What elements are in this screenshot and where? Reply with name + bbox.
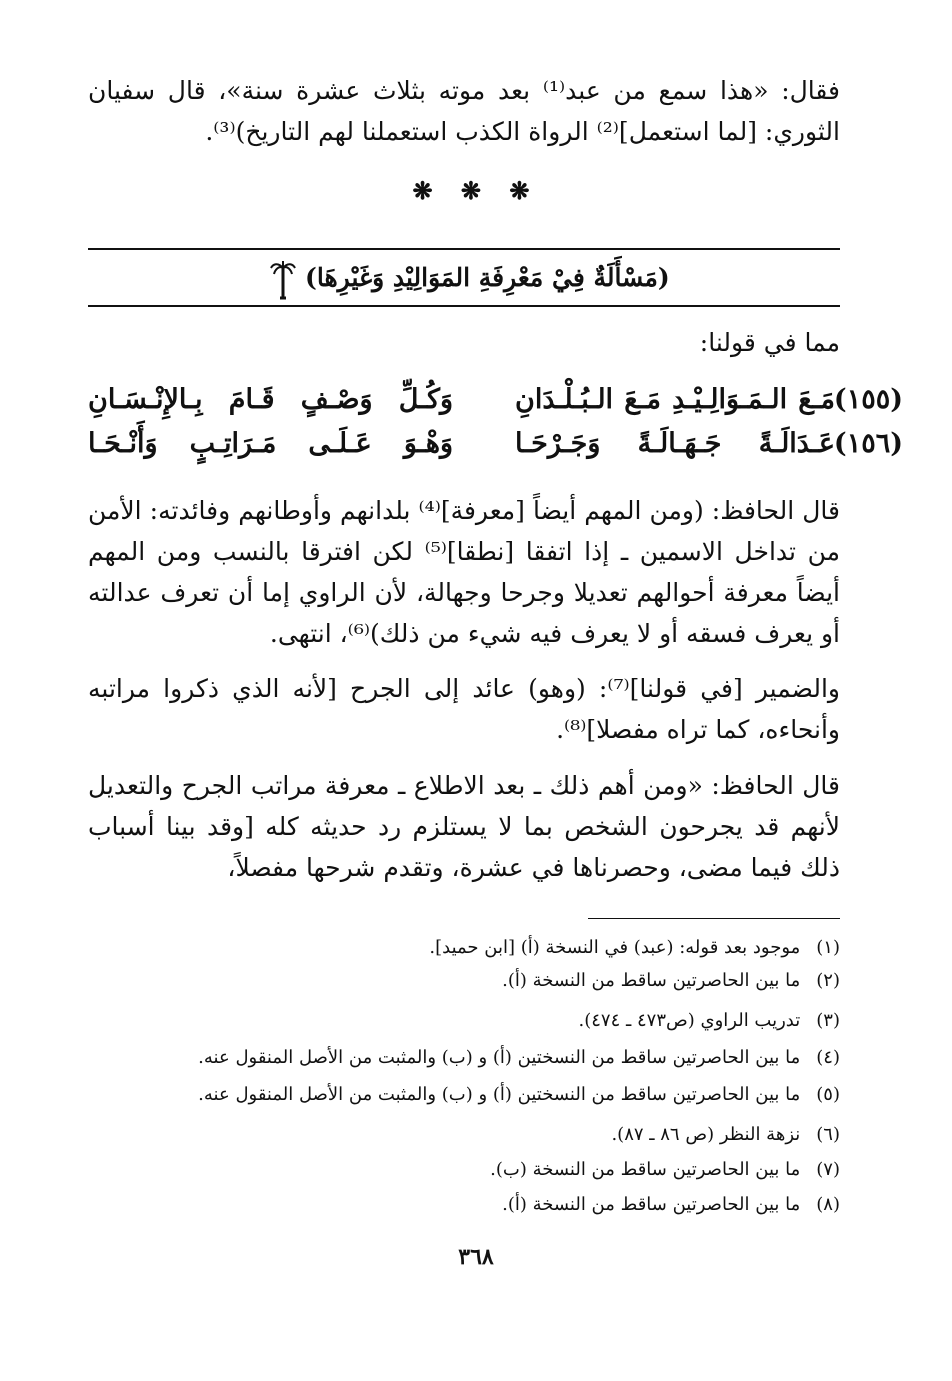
- footnote: [88, 1080, 840, 1110]
- paragraph-hafiz-2: قال الحافظ: «ومن أهم ذلك ـ بعد الاطلاع ـ معرفة مراتب الجرح والتعديل لأنهم قد يجرحون الشخص بما لا يستلزم رد حديثه كله [وقد بينا أسباب ذلك فيما مضى، وحصرناها في عشرة، وتقدم شرحها مفصلاً،: [88, 771, 840, 882]
- verse-first-hemistich: عَـدَالَـةً جَـهَـالَـةً وَجَـرْحَـا: [515, 428, 835, 459]
- palm-ornament-icon: [270, 260, 296, 300]
- footnote-text: ما بين الحاصرتين ساقط من النسختين (أ) و (ب) والمثبت من الأصل المنقول عنه.: [198, 1047, 801, 1068]
- footnote-number: (٣): [816, 1010, 840, 1031]
- footnote-text: تدريب الراوي (ص٤٧٣ ـ ٤٧٤).: [578, 1010, 801, 1031]
- page-number: ٣٦٨: [458, 1244, 494, 1270]
- paragraph-opening: فقال: «هذا سمع من عبد⁽¹⁾ بعد موته بثلاث عشرة سنة»، قال سفيان الثوري: [لما استعمل]⁽²⁾ الرواة الكذب استعملنا لهم التاريخ)⁽³⁾.: [88, 76, 840, 146]
- footnote: [88, 1043, 840, 1073]
- footnote: [88, 1190, 840, 1220]
- footnote: [88, 1155, 840, 1185]
- verse-number: (١٥٦): [833, 428, 903, 459]
- heading-rule-bottom: [88, 305, 840, 307]
- footnote-number: (٨): [816, 1194, 840, 1215]
- footnote: [88, 1120, 840, 1150]
- paragraph-pronoun: والضمير [في قولنا]⁽⁷⁾: (وهو) عائد إلى الجرح [لأنه الذي ذكروا مراتبه وأنحاءه، كما تراه مفصلا]⁽⁸⁾.: [88, 674, 840, 744]
- footnote-number: (٧): [816, 1159, 840, 1180]
- verse-line: [88, 378, 903, 422]
- verse-first-hemistich: مَـعَ الـمَـوَالِـيْـدِ مَـعَ الـبُـلْـدَانِ: [515, 384, 835, 415]
- verse-number: (١٥٥): [833, 384, 903, 415]
- verse-line: [88, 422, 903, 466]
- section-heading-text: (مَسْأَلَةٌ فِيْ مَعْرِفَةِ المَوَالِيْدِ وَغَيْرِهَا): [305, 263, 670, 292]
- footnote-number: (٤): [816, 1047, 840, 1068]
- footnote-text: ما بين الحاصرتين ساقط من النسخة (أ).: [502, 970, 801, 991]
- footnote-text: موجود بعد قوله: (عبد) في النسخة (أ) [ابن حميد].: [429, 937, 801, 958]
- verse-intro: مما في قولنا:: [699, 328, 840, 357]
- footnote: [88, 1006, 840, 1036]
- footnote-text: ما بين الحاصرتين ساقط من النسختين (أ) و (ب) والمثبت من الأصل المنقول عنه.: [198, 1084, 801, 1105]
- footnote-text: نزهة النظر (ص ٨٦ ـ ٨٧).: [611, 1124, 801, 1145]
- footnote-number: (٦): [816, 1124, 840, 1145]
- footnote-text: ما بين الحاصرتين ساقط من النسخة (ب).: [490, 1159, 801, 1180]
- footnote-number: (٢): [816, 970, 840, 991]
- footnote: [88, 966, 840, 996]
- footnote-number: (١): [816, 937, 840, 958]
- verse-second-hemistich: وَكُـلِّ وَصْـفٍ قَـامَ بِـالإِنْـسَـانِ: [88, 384, 453, 415]
- footnote-separator: [588, 918, 840, 919]
- section-separator: ❋ ❋ ❋: [412, 176, 540, 205]
- heading-rule-top: [88, 248, 840, 250]
- paragraph-hafiz-1: قال الحافظ: (ومن المهم أيضاً [معرفة]⁽⁴⁾ بلدانهم وأوطانهم وفائدته: الأمن من تداخل الاسمين ـ إذا اتفقا [نطقا]⁽⁵⁾ لكن افترقا بالنسب ومن المهم أيضاً معرفة أحوالهم تعديلا وجرحا وجهالة، لأن الراوي إما أن تعرف عدالته أو يعرف فسقه أو لا يعرف فيه شيء من ذلك)⁽⁶⁾، انتهى.: [88, 496, 841, 648]
- footnote: [88, 933, 840, 963]
- verse-second-hemistich: وَهْـوَ عَـلَـى مَـرَاتِـبٍ وَأَنْـحَـا: [88, 428, 453, 459]
- footnote-number: (٥): [816, 1084, 840, 1105]
- section-heading: [88, 255, 840, 301]
- footnote-text: ما بين الحاصرتين ساقط من النسخة (أ).: [502, 1194, 801, 1215]
